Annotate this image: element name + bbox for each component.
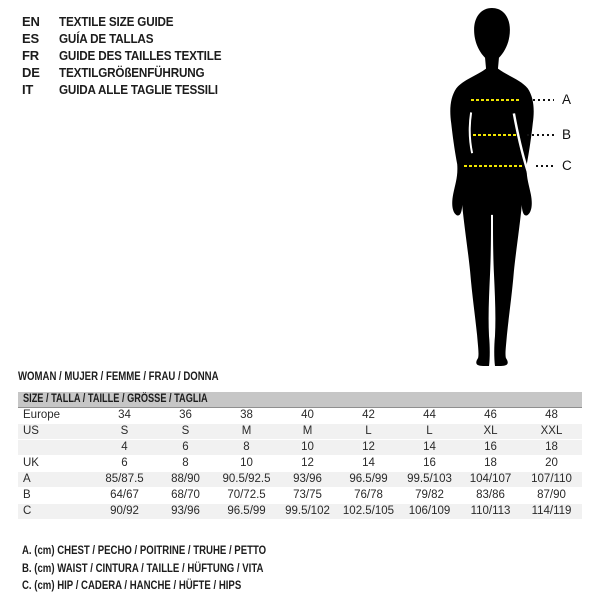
woman-silhouette — [444, 8, 540, 366]
table-row — [18, 440, 582, 456]
table-cell: 4 — [121, 441, 128, 453]
table-cell: M — [302, 425, 313, 437]
table-cell: 42 — [362, 409, 375, 421]
table-cell: 96.5/99 — [227, 505, 266, 517]
table-row — [18, 456, 582, 472]
table-cell: 12 — [362, 441, 375, 453]
table-cell: 114/119 — [531, 505, 572, 517]
table-cell: 96.5/99 — [349, 473, 388, 485]
table-cell: 106/109 — [408, 505, 451, 517]
table-row-label: US — [23, 425, 39, 437]
table-cell: 48 — [545, 409, 558, 421]
table-cell: 107/110 — [531, 473, 572, 485]
language-code: EN — [22, 14, 40, 29]
table-cell: 46 — [484, 409, 497, 421]
table-cell: 18 — [484, 457, 497, 469]
legend-row — [22, 560, 327, 578]
table-row-label — [18, 440, 94, 455]
table-row — [18, 424, 582, 440]
table-cell: 14 — [362, 457, 375, 469]
size-table-header — [18, 392, 582, 408]
language-row — [22, 30, 239, 47]
legend-text: C. (cm) HIP / CADERA / HANCHE / HÜFTE / HIPS — [22, 578, 242, 592]
table-row-label: UK — [23, 457, 39, 469]
size-table-body — [18, 408, 582, 520]
table-cell: M — [241, 425, 252, 437]
table-cell: L — [365, 425, 372, 437]
legend-text: B. (cm) WAIST / CINTURA / TAILLE / HÜFTUNG / VITA — [22, 560, 264, 575]
language-row — [22, 47, 239, 64]
table-cell: 8 — [182, 457, 189, 469]
language-label — [59, 14, 239, 29]
table-row — [18, 488, 582, 504]
table-cell: 90.5/92.5 — [222, 473, 271, 485]
table-cell: L — [426, 425, 433, 437]
table-cell: S — [120, 425, 129, 437]
table-cell: 16 — [423, 457, 436, 469]
language-row — [22, 13, 239, 30]
table-cell: 10 — [301, 441, 314, 453]
language-code: IT — [22, 82, 34, 97]
hip-leader-dots — [536, 165, 554, 167]
table-cell: 18 — [545, 441, 558, 453]
table-cell: 44 — [423, 409, 436, 421]
language-label-text: GUIDE DES TAILLES TEXTILE — [59, 48, 222, 63]
table-cell: 90/92 — [110, 505, 139, 517]
chest-leader-dots — [533, 99, 554, 101]
table-row — [18, 504, 582, 520]
language-code: ES — [22, 31, 39, 46]
table-cell: 83/86 — [476, 489, 505, 501]
language-list — [22, 13, 239, 98]
table-cell: 36 — [179, 409, 192, 421]
table-cell: 40 — [301, 409, 314, 421]
language-label-text: GUIDA ALLE TAGLIE TESSILI — [59, 82, 218, 97]
language-label — [59, 65, 239, 80]
table-cell: 10 — [240, 457, 253, 469]
table-cell: 110/113 — [470, 505, 511, 517]
chest-measure-line — [471, 99, 521, 101]
waist-leader-dots — [527, 134, 554, 136]
table-cell: 87/90 — [537, 489, 566, 501]
table-cell: 102.5/105 — [342, 505, 395, 517]
table-cell: 70/72.5 — [227, 489, 266, 501]
chest-marker-label: A — [562, 92, 572, 107]
table-cell: 34 — [118, 409, 131, 421]
legend-row — [22, 542, 327, 560]
language-label-text: GUÍA DE TALLAS — [59, 31, 154, 46]
waist-marker-label: B — [562, 127, 572, 142]
language-code: FR — [22, 48, 39, 63]
table-cell: XL — [483, 425, 498, 437]
table-cell: 68/70 — [171, 489, 200, 501]
legend-text: A. (cm) CHEST / PECHO / POITRINE / TRUHE / PETTO — [22, 543, 267, 557]
hip-measure-line — [464, 165, 523, 167]
table-cell: 79/82 — [415, 489, 444, 501]
table-cell: 76/78 — [354, 489, 383, 501]
language-label — [59, 48, 239, 63]
table-row — [18, 408, 582, 424]
table-cell: 6 — [121, 457, 128, 469]
table-cell: 93/96 — [293, 473, 322, 485]
waist-measure-line — [473, 134, 517, 136]
language-label-text: TEXTILE SIZE GUIDE — [59, 14, 174, 29]
table-row-label: A — [23, 473, 31, 485]
legend-list — [22, 542, 327, 595]
table-cell: S — [181, 425, 190, 437]
section-title — [18, 369, 269, 383]
table-cell: 16 — [484, 441, 497, 453]
table-row-label: B — [23, 489, 31, 501]
table-cell: 104/107 — [469, 473, 512, 485]
language-code: DE — [22, 65, 40, 80]
language-label-text: TEXTILGRÖßENFÜHRUNG — [59, 65, 205, 80]
size-table — [18, 392, 582, 520]
woman-silhouette-shape — [450, 8, 533, 366]
hip-marker-label: C — [562, 158, 572, 173]
legend-row — [22, 577, 327, 595]
table-cell: 64/67 — [110, 489, 139, 501]
language-label — [59, 82, 239, 97]
table-cell: 99.5/102 — [285, 505, 330, 517]
table-cell: 38 — [240, 409, 253, 421]
language-row — [22, 64, 239, 81]
table-cell: 8 — [243, 441, 250, 453]
size-table-header-text: SIZE / TALLA / TAILLE / GRÖSSE / TAGLIA — [23, 393, 208, 405]
table-cell: 93/96 — [171, 505, 200, 517]
table-row-label: Europe — [23, 409, 61, 421]
table-cell: XXL — [540, 425, 563, 437]
table-cell: 20 — [545, 457, 558, 469]
section-title-text: WOMAN / MUJER / FEMME / FRAU / DONNA — [18, 369, 219, 383]
language-label — [59, 31, 239, 46]
table-cell: 88/90 — [171, 473, 200, 485]
table-cell: 99.5/103 — [407, 473, 452, 485]
table-cell: 14 — [423, 441, 436, 453]
language-row — [22, 81, 239, 98]
table-cell: 85/87.5 — [105, 473, 144, 485]
table-cell: 6 — [182, 441, 189, 453]
table-cell: 73/75 — [293, 489, 322, 501]
table-row — [18, 472, 582, 488]
table-cell: 12 — [301, 457, 314, 469]
table-row-label: C — [23, 505, 32, 517]
